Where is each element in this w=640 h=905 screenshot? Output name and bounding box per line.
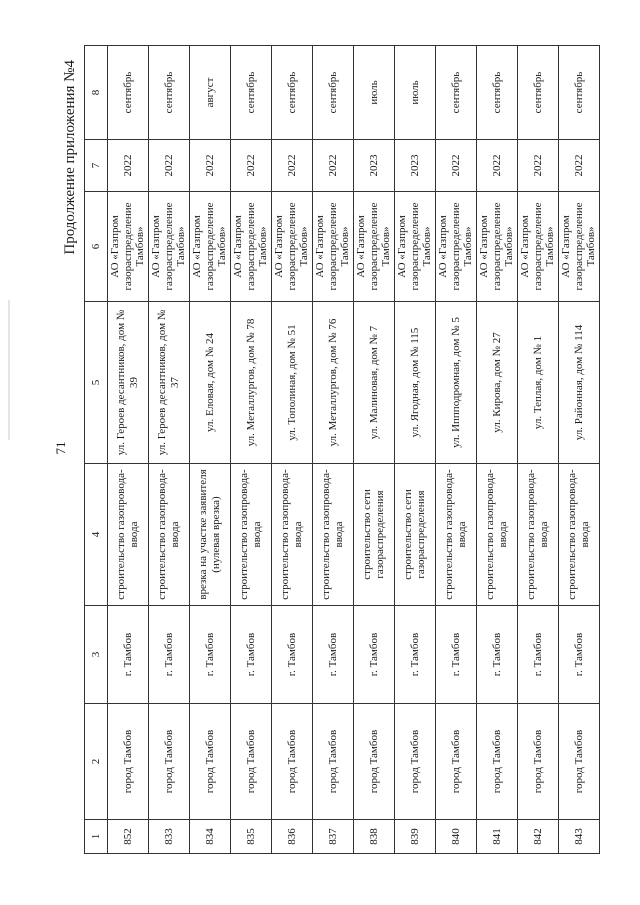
cell-row-number: 837 <box>313 820 354 854</box>
table-row <box>436 46 477 854</box>
cell-address: ул. Теплая, дом № 1 <box>518 302 559 464</box>
cell-row-number: 838 <box>354 820 395 854</box>
cell-municipality: город Тамбов <box>477 704 518 820</box>
cell-settlement: г. Тамбов <box>477 606 518 704</box>
cell-month: сентябрь <box>108 46 149 140</box>
cell-municipality: город Тамбов <box>313 704 354 820</box>
cell-row-number: 852 <box>108 820 149 854</box>
cell-address: ул. Кирова, дом № 27 <box>477 302 518 464</box>
column-header: 3 <box>85 606 108 704</box>
cell-work-type: строительство газопровода-ввода <box>477 464 518 606</box>
cell-work-type: строительство газопровода-ввода <box>313 464 354 606</box>
cell-organization: АО «Газпром газораспределение Тамбов» <box>149 192 190 302</box>
cell-month: сентябрь <box>272 46 313 140</box>
table-row <box>149 46 190 854</box>
cell-settlement: г. Тамбов <box>108 606 149 704</box>
cell-municipality: город Тамбов <box>518 704 559 820</box>
cell-row-number: 840 <box>436 820 477 854</box>
table-row <box>231 46 272 854</box>
cell-work-type: строительство сети газораспределения <box>395 464 436 606</box>
cell-row-number: 842 <box>518 820 559 854</box>
column-header: 4 <box>85 464 108 606</box>
cell-month: сентябрь <box>149 46 190 140</box>
cell-year: 2022 <box>313 140 354 192</box>
cell-address: ул. Металлургов, дом № 78 <box>231 302 272 464</box>
cell-month: сентябрь <box>231 46 272 140</box>
cell-municipality: город Тамбов <box>354 704 395 820</box>
cell-year: 2022 <box>149 140 190 192</box>
table-row <box>108 46 149 854</box>
cell-municipality: город Тамбов <box>231 704 272 820</box>
table-row <box>313 46 354 854</box>
cell-year: 2022 <box>518 140 559 192</box>
cell-year: 2022 <box>231 140 272 192</box>
cell-row-number: 834 <box>190 820 231 854</box>
table-area <box>84 46 600 854</box>
cell-organization: АО «Газпром газораспределение Тамбов» <box>559 192 600 302</box>
cell-address: ул. Героев десантников, дом № 37 <box>149 302 190 464</box>
cell-work-type: врезка на участке заявителя (нулевая врезка) <box>190 464 231 606</box>
cell-organization: АО «Газпром газораспределение Тамбов» <box>313 192 354 302</box>
cell-address: ул. Районная, дом № 114 <box>559 302 600 464</box>
cell-address: ул. Ягодная, дом № 115 <box>395 302 436 464</box>
cell-row-number: 841 <box>477 820 518 854</box>
column-header: 5 <box>85 302 108 464</box>
cell-organization: АО «Газпром газораспределение Тамбов» <box>108 192 149 302</box>
cell-year: 2023 <box>354 140 395 192</box>
cell-address: ул. Металлургов, дом № 76 <box>313 302 354 464</box>
cell-month: сентябрь <box>313 46 354 140</box>
cell-row-number: 835 <box>231 820 272 854</box>
column-header: 8 <box>85 46 108 140</box>
cell-organization: АО «Газпром газораспределение Тамбов» <box>231 192 272 302</box>
column-header: 7 <box>85 140 108 192</box>
cell-municipality: город Тамбов <box>272 704 313 820</box>
cell-year: 2022 <box>559 140 600 192</box>
cell-year: 2022 <box>190 140 231 192</box>
cell-settlement: г. Тамбов <box>518 606 559 704</box>
cell-month: июль <box>354 46 395 140</box>
cell-month: сентябрь <box>477 46 518 140</box>
cell-organization: АО «Газпром газораспределение Тамбов» <box>477 192 518 302</box>
cell-month: июль <box>395 46 436 140</box>
table-row <box>559 46 600 854</box>
cell-work-type: строительство газопровода-ввода <box>559 464 600 606</box>
cell-row-number: 833 <box>149 820 190 854</box>
cell-settlement: г. Тамбов <box>149 606 190 704</box>
cell-municipality: город Тамбов <box>108 704 149 820</box>
cell-year: 2022 <box>108 140 149 192</box>
table-row <box>354 46 395 854</box>
cell-year: 2022 <box>477 140 518 192</box>
cell-organization: АО «Газпром газораспределение Тамбов» <box>190 192 231 302</box>
cell-work-type: строительство газопровода-ввода <box>436 464 477 606</box>
cell-year: 2022 <box>272 140 313 192</box>
cell-work-type: строительство газопровода-ввода <box>518 464 559 606</box>
cell-year: 2022 <box>436 140 477 192</box>
cell-organization: АО «Газпром газораспределение Тамбов» <box>518 192 559 302</box>
column-header: 1 <box>85 820 108 854</box>
table-row <box>477 46 518 854</box>
cell-organization: АО «Газпром газораспределение Тамбов» <box>436 192 477 302</box>
rotated-table-container <box>84 46 600 854</box>
cell-row-number: 836 <box>272 820 313 854</box>
cell-work-type: строительство газопровода-ввода <box>149 464 190 606</box>
cell-settlement: г. Тамбов <box>395 606 436 704</box>
cell-municipality: город Тамбов <box>559 704 600 820</box>
cell-municipality: город Тамбов <box>436 704 477 820</box>
cell-municipality: город Тамбов <box>149 704 190 820</box>
cell-address: ул. Малиновая, дом № 7 <box>354 302 395 464</box>
cell-organization: АО «Газпром газораспределение Тамбов» <box>354 192 395 302</box>
cell-municipality: город Тамбов <box>190 704 231 820</box>
scan-edge-mark <box>8 300 10 440</box>
cell-organization: АО «Газпром газораспределение Тамбов» <box>272 192 313 302</box>
cell-address: ул. Иппподромная, дом № 5 <box>436 302 477 464</box>
table-row <box>395 46 436 854</box>
cell-work-type: строительство сети газораспределения <box>354 464 395 606</box>
gasification-table <box>84 45 600 854</box>
cell-settlement: г. Тамбов <box>354 606 395 704</box>
table-row <box>518 46 559 854</box>
cell-work-type: строительство газопровода-ввода <box>272 464 313 606</box>
cell-settlement: г. Тамбов <box>190 606 231 704</box>
cell-work-type: строительство газопровода-ввода <box>108 464 149 606</box>
table-row <box>272 46 313 854</box>
cell-address: ул. Героев десантников, дом № 39 <box>108 302 149 464</box>
cell-work-type: строительство газопровода-ввода <box>231 464 272 606</box>
cell-settlement: г. Тамбов <box>559 606 600 704</box>
table-row <box>190 46 231 854</box>
cell-month: сентябрь <box>559 46 600 140</box>
cell-settlement: г. Тамбов <box>231 606 272 704</box>
cell-settlement: г. Тамбов <box>436 606 477 704</box>
column-header: 6 <box>85 192 108 302</box>
cell-address: ул. Еловая, дом № 24 <box>190 302 231 464</box>
cell-organization: АО «Газпром газораспределение Тамбов» <box>395 192 436 302</box>
cell-municipality: город Тамбов <box>395 704 436 820</box>
cell-settlement: г. Тамбов <box>313 606 354 704</box>
cell-address: ул. Тополиная, дом № 51 <box>272 302 313 464</box>
cell-month: сентябрь <box>436 46 477 140</box>
cell-settlement: г. Тамбов <box>272 606 313 704</box>
cell-month: сентябрь <box>518 46 559 140</box>
header-row <box>85 46 108 854</box>
cell-row-number: 843 <box>559 820 600 854</box>
cell-row-number: 839 <box>395 820 436 854</box>
cell-month: август <box>190 46 231 140</box>
cell-year: 2023 <box>395 140 436 192</box>
page-number: 71 <box>53 441 68 455</box>
column-header: 2 <box>85 704 108 820</box>
appendix-caption: Продолжение приложения №4 <box>62 60 78 255</box>
